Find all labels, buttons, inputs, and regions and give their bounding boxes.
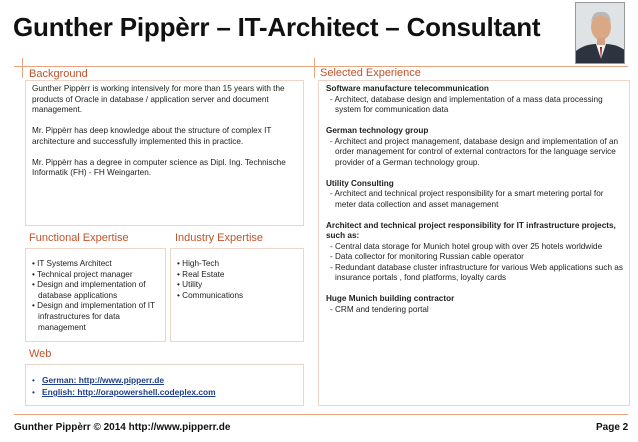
slide-title: Gunther Pippèrr – IT-Architect – Consultant [13,12,541,42]
list-item: • Design and implementation of IT infrastructures for data management [32,301,155,332]
experience-item: - Central data storage for Munich hotel group with over 25 hotels worldwide [330,241,603,251]
experience-heading: Huge Munich building contractor [326,294,455,303]
experience-item: - Data collector for monitoring Russian cable operator [330,252,524,261]
industry-expertise-box [170,248,304,342]
functional-expertise-title: Functional Expertise [29,232,129,244]
experience-item: - Architect, database design and implementation of a mass data processing system for communication data [330,94,603,114]
experience-item: - Architect and technical project responsibility for a smart metering portal for meter data collection and asset management [330,189,604,209]
divider-tick-left [22,58,23,78]
functional-expertise-list [30,259,161,333]
experience-heading: Utility Consulting [326,178,394,188]
divider-tick-middle [314,58,315,78]
list-item: • IT Systems Architect [32,259,112,268]
list-item: • German: http://www.pipperr.de [32,375,165,385]
english-site-link[interactable]: English: http://orapowershell.codeplex.com [42,387,216,397]
experience-heading: Architect and technical project responsibility for IT infrastructure projects, such as: [326,220,616,240]
experience-heading: Software manufacture telecommunication [326,84,489,93]
page-number: Page 2 [596,422,629,433]
list-item: • Communications [177,290,244,300]
list-item: • High-Tech [177,259,220,268]
experience-heading: German technology group [326,126,429,135]
list-item: • English: http://orapowershell.codeplex.com [32,387,216,397]
functional-expertise-box [25,248,166,342]
list-item: • Utility [177,280,203,290]
portrait-photo [575,2,625,64]
list-item: • Technical project manager [32,269,133,279]
industry-expertise-list [175,259,299,301]
selected-experience-box [318,80,630,406]
background-paragraph: Gunther Pippèrr is working intensively for more than 15 years with the products of Oracle in database / application server and document management. [32,84,285,115]
experience-item: - Architect and project management, database design and implementation of an order management for control of external contractors for the language service provider of a German technology group. [330,136,619,167]
footer-divider [14,414,628,415]
experience-item: - CRM and tendering portal [330,304,429,314]
web-title: Web [29,348,52,360]
background-paragraph: Mr. Pippèrr has deep knowledge about the structure of complex IT architecture and successfully implemented this in practice. [32,126,272,146]
background-paragraph: Mr. Pippèrr has a degree in computer science as Dipl. Ing. Technische Informatik (FH) - FH Weingarten. [32,157,286,178]
footer-copyright: Gunther Pippèrr © 2014 http://www.pipperr.de [14,422,231,433]
background-box [25,80,304,226]
background-title: Background [29,68,88,80]
german-site-link[interactable]: German: http://www.pipperr.de [42,375,165,385]
selected-experience-title: Selected Experience [320,67,421,79]
industry-expertise-title: Industry Expertise [175,232,264,244]
experience-item: - Redundant database cluster infrastructure for various Web applications such as insurance portals , fond platforms, loyalty cards [330,262,623,282]
web-box [25,364,304,406]
list-item: • Real Estate [177,269,225,279]
list-item: • Design and implementation of database applications [32,280,146,300]
web-links-list [32,374,299,398]
